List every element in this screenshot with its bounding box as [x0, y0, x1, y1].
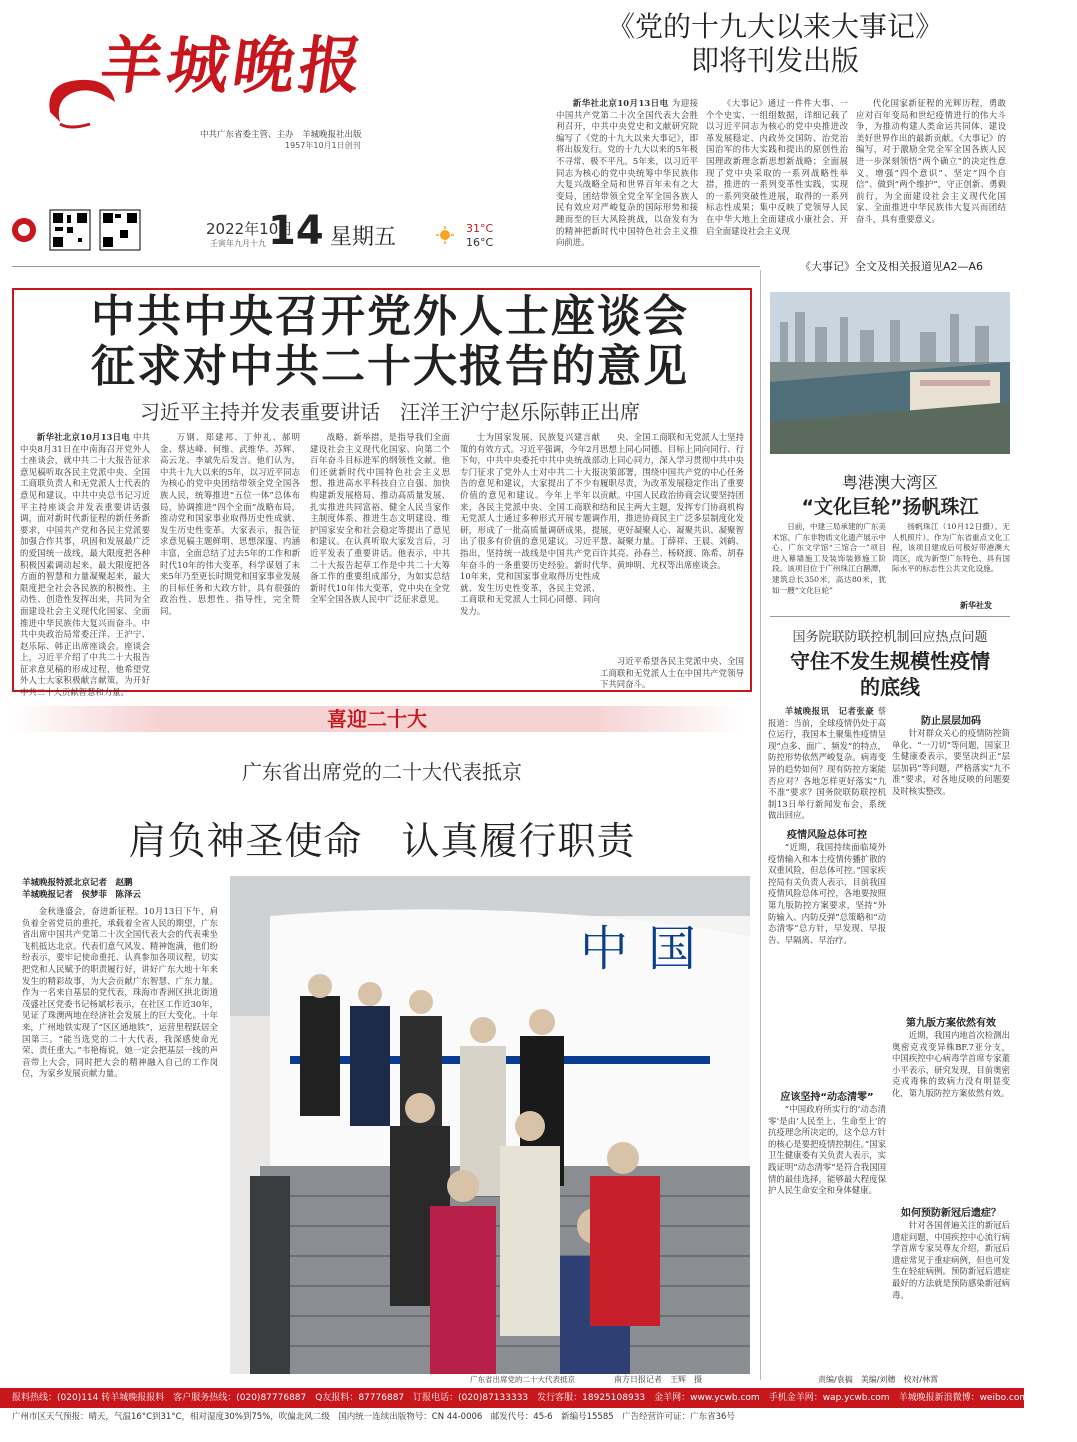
promo-headline: 《党的十九大以来大事记》 即将刊发出版 — [606, 10, 943, 77]
aircraft-livery-text: 中国 — [580, 921, 717, 977]
epidemic-col-3: “中国政府所实行的‘动态清零’是由‘人民至上、生命至上’的抗疫理念所决定的，这个总方针的核心是要把疫情控制住。”国家卫生健康委有关负责人表示，实践证明“动态清零”是符合我国国情的最佳选择，能够最大程度保护人民生命安全和身体健康。 — [768, 1104, 886, 1196]
emblem-icon — [10, 210, 38, 250]
masthead-sponsor: 中共广东省委主管、主办 羊城晚报社出版 — [200, 130, 362, 140]
promo-reference: 《大事记》全文及相关报道见A2—A6 — [800, 260, 984, 273]
epidemic-right-sub-1: 防止层层加码 — [921, 716, 981, 727]
epidemic-right-sub-2: 第九版方案依然有效 — [906, 1018, 996, 1029]
epidemic-col-2: “近期，我国持续面临境外疫情输入和本土疫情传播扩散的双重风险，但总体可控。”国家疾控局有关负责人表示，目前我国疫情风险总体可控，各地要按照第九版防控方案要求，坚持“外防输入、内防反弹”总策略和“动态清零”总方针，早发现、早报告、早隔离、早治疗。 — [768, 842, 886, 945]
lunar-date: 壬寅年九月十九 — [210, 239, 266, 248]
epidemic-right-sub-3: 如何预防新冠后遗症？ — [901, 1208, 1001, 1219]
promo-col-1: 新华社北京10月13日电 为迎接中国共产党第二十次全国代表大会胜利召开，中共中央党史和文献研究院编写了《党的十九大以来大事记》，即将出版发行。党的十九大以来的5年极不寻常、极不平凡。5年来，以习近平同志为核心的党中央统筹中华民族伟大复兴战略全局和世界百年未有之大变局，团结带领全党全军全国各族人民有效应对严峻复杂的国际形势和接踵而至的巨大风险挑战，以奋发有为的精神把新时代中国特色社会主义推向前进。 — [556, 98, 698, 248]
epidemic-title: 守住不发生规模性疫情 的底线 — [790, 649, 990, 699]
footer-info: 广州市区天气预报：晴天，气温16°C到31°C，相对湿度30%到75%，吹偏北风二级 国内统一连续出版物号：CN 44-0006 邮发代号：45-6 新编号15585 广告经营许可证：广东省36号 — [12, 1412, 735, 1422]
lead-end: 习近平希望各民主党派中央、全国工商联和无党派人士在中国共产党领导下共同奋斗。 — [600, 656, 744, 690]
footer-hotlines: 报料热线：(020)114 转羊城晚报报料 客户服务热线：(020)87776887 Q友报料：87776887 订报电话：(020)87133333 发行客服：18925108933 金羊网：www.ycwb.com 手机金羊网：wap.ycwb.com 羊城晚报新浪微博：weibo.com/ycwb2010 — [0, 1388, 1024, 1408]
masthead-founded: 1957年10月1日创刊 — [285, 141, 361, 150]
qr-code-icon — [50, 210, 90, 250]
lead-col-4: 士为国家发展、民族复兴建言献策的有效方式。习近平强调，今年2月下旬，中共中央委托中共中央统战部专门征求了党外人士对中共二十大报告的意见和建议，大家提出了不少有价值的意见和建议。今年上半年以来，各民主党派中央、全国工商联和无党派人士通过多种形式开展专题调研，形成了一批高质量调研成果，提出了很多有价值的意见建议。习近平指出，坚持统一战线是中国共产党百年奋斗的一条重要历史经验。新时代10年来，党和国家事业取得历史性成就、发生历史性变革，各民主党派、工商联和无党派人士同心同德、同向发力。 — [460, 432, 600, 616]
page-credits: 责编/袁搞 美编/刘穗 校对/林霄 — [818, 1375, 939, 1384]
epidemic-col-5: 近期，我国内地首次检测出奥密克戎变异株BF.7亚分支，中国疾控中心病毒学首席专家董小平表示，研究发现，目前奥密克戎毒株的致病力没有明显变化，第九版防控方案依然有效。 — [892, 1030, 1010, 1098]
promo-col-2: 《大事记》通过一件件大事、一个个史实、一组组数据，详细记载了以习近平同志为核心的党中央推进改革发展稳定、内政外交国防、治党治国治军的伟大实践和提出的原创性治国理政新理念新思想新战略；全面展现了党中央采取的一系列战略性举措，推进的一系列变革性实践，实现的一系列突破性进展，取得的一系列标志性成果；集中反映了党领导人民在中华大地上全面建成小康社会、开启全面建设社会主义现 — [706, 98, 848, 236]
gba-kicker: 粤港澳大湾区 — [841, 473, 938, 492]
lead-headline: 中共中央召开党外人士座谈会 征求对中共二十大报告的意见 — [91, 291, 689, 392]
qr-code-icon — [100, 210, 140, 250]
temp-high: 31°C — [466, 222, 494, 235]
gba-title: “文化巨轮”扬帆珠江 — [801, 496, 979, 518]
epidemic-col-6: 针对各国普遍关注的新冠后遗症问题，中国疾控中心流行病学首席专家吴尊友介绍，新冠后遗症常见于重症病例，但也可发生在轻症病例。预防新冠后遗症最好的方法就是预防感染新冠病毒。 — [892, 1220, 1010, 1300]
issue-date: 2022年10月 — [206, 220, 294, 238]
epidemic-sub-1: 疫情风险总体可控 — [787, 830, 867, 841]
weekday: 星期五 — [330, 225, 397, 250]
sun-icon — [436, 226, 454, 248]
section-banner: 喜迎二十大 — [12, 706, 742, 732]
feature-body: 金秋逢盛会，奋进新征程。10月13日下午，肩负着全省党员的重托，承载着全省人民的期望，广东省出席中国共产党第二十次全国代表大会的代表乘坐飞机抵达北京。代表们意气风发、精神饱满，他们纷纷表示，要牢记使命重托、认真参加各项议程，切实把党和人民赋予的职责履行好，讲好广东大地十年来发生的精彩故事，为大会贡献广东智慧、广东力量。作为一名来自基层的党代表，珠海市香洲区拱北街道茂盛社区党委书记杨斌杉表示，在社区工作近30年，见证了珠澳两地在经济社会发展上的巨大变化。十年来，广州地铁实现了“区区通地铁”，运营里程跃居全国第三。“能当选党的二十大代表，我深感使命光荣、责任重大。”韦艳梅说，她一定会把基层一线的声音带上大会，同时把大会的精神融入自己的工作岗位，为家乡发展贡献力量。 — [22, 906, 218, 1079]
masthead-logo — [40, 12, 400, 132]
lead-col-5: 央、全国工商联和无党派人士坚持思想上同心同德、目标上同向同行、行动上同心同力，深入学习贯彻中共中央决策部署，围绕中国共产党的中心任务履职尽责，为改革发展稳定作出了重要贡献。中国人民政治协商会议要坚持团结和民主两大主题，发挥专门协商机构作用，推进协商民主广泛多层制度化发展，更好凝聚人心、凝聚共识、凝聚智慧、凝聚力量。丁薛祥、王晨、刘鹤、许其亮、孙春兰、杨晓渡、陈希、胡春华、黄坤明、尤权等出席座谈会。 — [600, 432, 744, 570]
gba-col-1: 日前，中建三局承建的广东美术馆、广东非物质文化遗产展示中心、广东文学馆“三馆合一”项目进入幕墙施工及装饰装修施工阶段。该项目位于广州珠江白鹅潭，建筑总长350米，高达80米，犹如一艘“文化巨轮” — [772, 522, 886, 595]
promo-col-3: 代化国家新征程的光辉历程，勇敢应对百年变局和世纪疫情进行的伟大斗争，为推动构建人类命运共同体、建设美好世界作出的最新贡献。《大事记》的编写，对于激励全党全军全国各族人民进一步深刻领悟“两个确立”的决定性意义，增强“四个意识”、坚定“四个自信”、做到“两个维护”，守正创新、勇毅前行，为全面建设社会主义现代化国家、全面推进中华民族伟大复兴而团结奋斗，具有重要意义。 — [856, 98, 1006, 224]
photo-credit: 南方日报记者 王辉 摄 — [614, 1375, 702, 1384]
lead-col-2: 万钢、郑建邦、丁仲礼、郝明金、蔡达峰、何维、武维华、苏辉、高云龙、李斌先后发言。他们认为，中共十九大以来的5年，以习近平同志为核心的党中央团结带领全党全国各族人民，统筹推进“五位一体”总体布局，协调推进“四个全面”战略布局，推动党和国家事业取得历史性成就、发生历史性变革。大家表示，报告征求意见稿主题鲜明、思想深邃、内涵丰富，全面总结了过去5年的工作和新时代10年的伟大变革，科学谋划了未来5年乃至更长时期党和国家事业发展的目标任务和大政方针，具有很强的政治性、思想性、指导性，完全赞同。 — [160, 432, 300, 616]
masthead-title: 羊城晚报 — [96, 29, 371, 102]
feature-title: 肩负神圣使命 认真履行职责 — [128, 819, 636, 863]
lead-subhead: 习近平主持并发表重要讲话 汪洋王沪宁赵乐际韩正出席 — [140, 400, 640, 424]
epidemic-kicker: 国务院联防联控机制回应热点问题 — [792, 630, 988, 645]
epidemic-sub-2: 应该坚持“动态清零” — [780, 1092, 874, 1103]
gba-photo — [770, 292, 1010, 454]
feature-byline-2: 羊城晚报记者 侯梦菲 陈泽云 — [22, 890, 142, 900]
issue-day: 14 — [268, 208, 324, 254]
epidemic-col-1: 羊城晚报讯 记者张豪 蔡报道：当前，全球疫情仍处于高位运行，我国本土聚集性疫情呈现“点多、面广、频发”的特点，防控形势依然严峻复杂。病毒变异的趋势如何？现有防控方案能否应对？各地怎样更好落实“九不准”要求？国务院联防联控机制13日举行新闻发布会，系统做出回应。 — [768, 706, 886, 821]
epidemic-col-4: 针对群众关心的疫情防控简单化、“一刀切”等问题，国家卫生健康委表示，要坚决纠正“层层加码”等问题，严格落实“九不准”要求，对各地反映的问题要及时核实整改。 — [892, 728, 1010, 796]
photo-caption: 广东省出席党的二十大代表抵京 — [470, 1375, 575, 1384]
lead-col-3: 战略、新举措，是指导我们全面建设社会主义现代化国家、向第二个百年奋斗目标进军的纲领性文献。他们还就新时代中国特色社会主义思想、推进高水平科技自立自强、加快构建新发展格局、推动高质量发展、扎实推进共同富裕、健全人民当家作主制度体系、推进生态文明建设、维护国家安全和社会稳定等提出了意见和建议。在认真听取大家发言后，习近平发表了重要讲话。他表示，中共二十大报告起草工作是中共二十大筹备工作的重要组成部分，为如实总结新时代10年伟大变革，党中央在全党全军全国各族人民中广泛征求意见。 — [310, 432, 450, 605]
temp-low: 16°C — [466, 236, 494, 249]
gba-col-2: 扬帆珠江（10月12日摄）。无人机照片）。作为广东省重点文化工程，该项目建成后可极好带港澳大湾区，成为新型广东特色、具有国际水平的标志性公共文化设施。 — [892, 522, 1010, 574]
gba-credit: 新华社发 — [960, 601, 992, 610]
feature-byline-1: 羊城晚报特派北京记者 赵鹏 — [22, 878, 133, 888]
lead-col-1: 新华社北京10月13日电 中共中央8月31日在中南海召开党外人士座谈会，就中共二十大报告征求意见稿听取各民主党派中央、全国工商联负责人和无党派人士代表的意见和建议。中共中央总书记习近平主持座谈会并发表重要讲话强调，面对新时代新征程的新任务新要求，中国共产党和各民主党派要加强合作共事，巩固和发展最广泛的爱国统一战线，最大限度把各种积极因素调动起来，最大限度把各方面的智慧和力量凝聚起来，最大限度把全社会各民族的积极性、主动性、创造性发挥出来，共同为全面建设社会主义现代化国家、全面推进中华民族伟大复兴而奋斗。中共中央政治局常委汪洋、王沪宁、赵乐际、韩正出席座谈会。座谈会上，习近平介绍了中共二十大报告征求意见稿的形成过程，他希望党外人士大家积极献言献策，为开好中共二十大贡献智慧和力量。 — [20, 432, 150, 698]
feature-kicker: 广东省出席党的二十大代表抵京 — [242, 760, 522, 784]
